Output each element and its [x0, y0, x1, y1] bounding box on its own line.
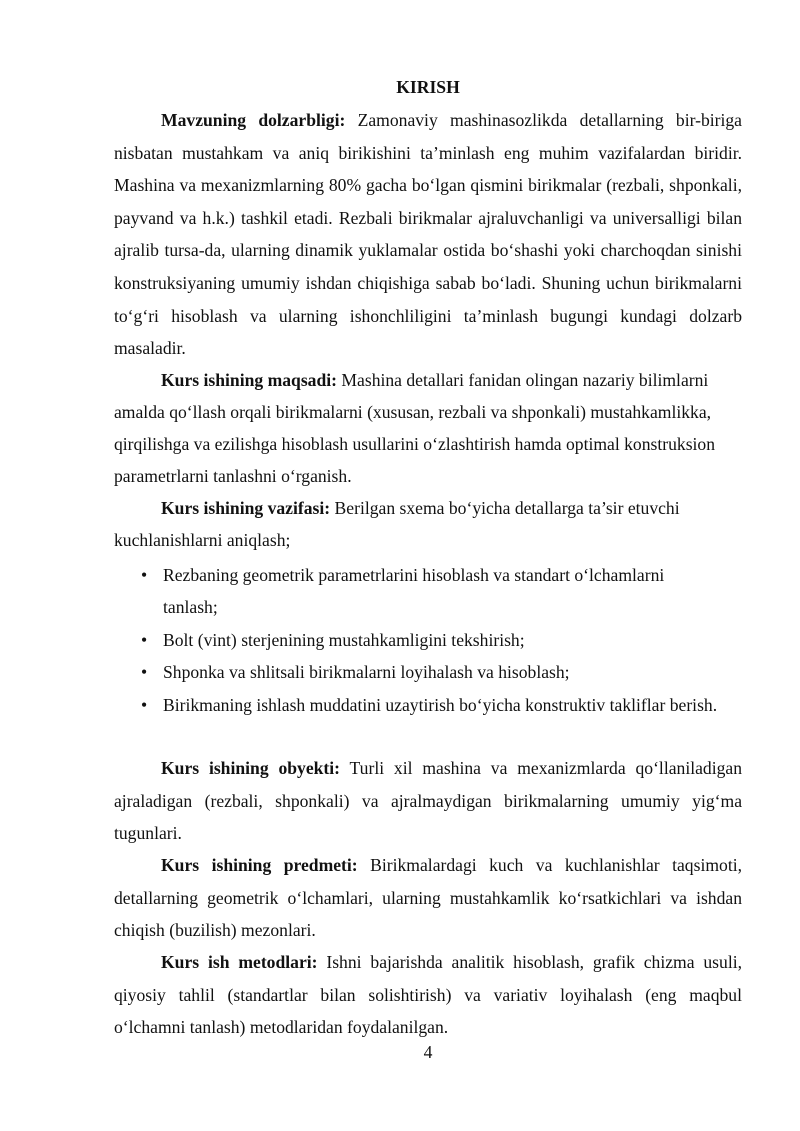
paragraph-lead: Kurs ishining obyekti: — [161, 758, 341, 778]
paragraph-text: Berilgan sxema bo‘yicha detallarga ta’sir etuvchi kuchlanishlarni aniqlash; — [114, 498, 680, 550]
bullet-icon: • — [141, 662, 148, 683]
list-item-text: Bolt (vint) sterjenining mustahkamligini tekshirish; — [163, 629, 525, 650]
list-item — [114, 559, 742, 624]
list-item — [114, 689, 742, 721]
paragraph-text: Turli xil mashina va mexanizmlarda qo‘llaniladigan ajraladigan (rezbali, shponkali) va ajralmaydigan birikmalarning umumiy yig‘ma tugunlari. — [114, 758, 742, 844]
paragraph-lead: Kurs ishining vazifasi: — [161, 498, 331, 518]
paragraph-lead: Kurs ish metodlari: — [161, 952, 318, 972]
page-title: KIRISH — [396, 77, 460, 97]
paragraph-tasks — [114, 492, 742, 556]
list-item — [114, 624, 742, 656]
paragraph-lead: Mavzuning dolzarbligi: — [161, 110, 346, 130]
bullet-icon: • — [141, 629, 148, 650]
list-item-text: Rezbaning geometrik parametrlarini hisoblash va standart o‘lchamlarni tanlash; — [163, 565, 665, 618]
paragraph-lead: Kurs ishining predmeti: — [161, 855, 358, 875]
page-number: 4 — [423, 1042, 433, 1062]
paragraph-text: Zamonaviy mashinasozlikda detallarning bir-biriga nisbatan mustahkam va aniq birikishini ta’minlash eng muhim vazifalardan biridir. Mashina va mexanizmlarning 80% gacha bo‘lgan qismini birikmalar (rezbali, shponkali, payvand va h.k.) tashkil etadi. Rezbali birikmalar ajraluvchanligi va universalligi bilan ajralib tursa-da, ularning dinamik yuklamalar ostida bo‘shashi yoki charchoqdan sinishi konstruksiyaning umumiy ishdan chiqishiga sabab bo‘ladi. Shuning uchun birikmalarni to‘g‘ri hisoblash va ularning ishonchliligini ta’minlash bugungi kundagi dolzarb masaladir. — [114, 110, 742, 359]
paragraph-text: Mashina detallari fanidan olingan nazariy bilimlarni amalda qo‘llash orqali birikmalarni (xususan, rezbali va shponkali) mustahkamlikka, qirqilishga va ezilishga hisoblash usullarini o‘zlashtirish hamda optimal konstruksion parametrlarni tanlashni o‘rganish. — [114, 370, 716, 486]
bullet-icon: • — [141, 565, 148, 585]
paragraph-text: Birikmalardagi kuch va kuchlanishlar taqsimoti, detallarning geometrik o‘lchamlari, ularning mustahkamlik ko‘rsatkichlari va ishdan chiqish (buzilish) mezonlari. — [114, 855, 742, 941]
list-item-text: Shponka va shlitsali birikmalarni loyihalash va hisoblash; — [163, 662, 570, 683]
paragraph-object — [114, 752, 742, 850]
paragraph-lead: Kurs ishining maqsadi: — [161, 370, 337, 390]
paragraph-methods — [114, 946, 742, 1044]
list-item — [114, 656, 742, 688]
paragraph-subject — [114, 849, 742, 947]
bullet-icon: • — [141, 694, 148, 715]
task-list — [114, 559, 742, 721]
paragraph-goal — [114, 364, 742, 492]
paragraph-relevance — [114, 104, 742, 365]
list-item-text: Birikmaning ishlash muddatini uzaytirish bo‘yicha konstruktiv takliflar berish. — [163, 694, 718, 715]
paragraph-text: Ishni bajarishda analitik hisoblash, grafik chizma usuli, qiyosiy tahlil (standartlar bilan solishtirish) va variativ loyihalash (eng maqbul o‘lchamni tanlash) metodlaridan foydalanilgan. — [114, 952, 742, 1038]
